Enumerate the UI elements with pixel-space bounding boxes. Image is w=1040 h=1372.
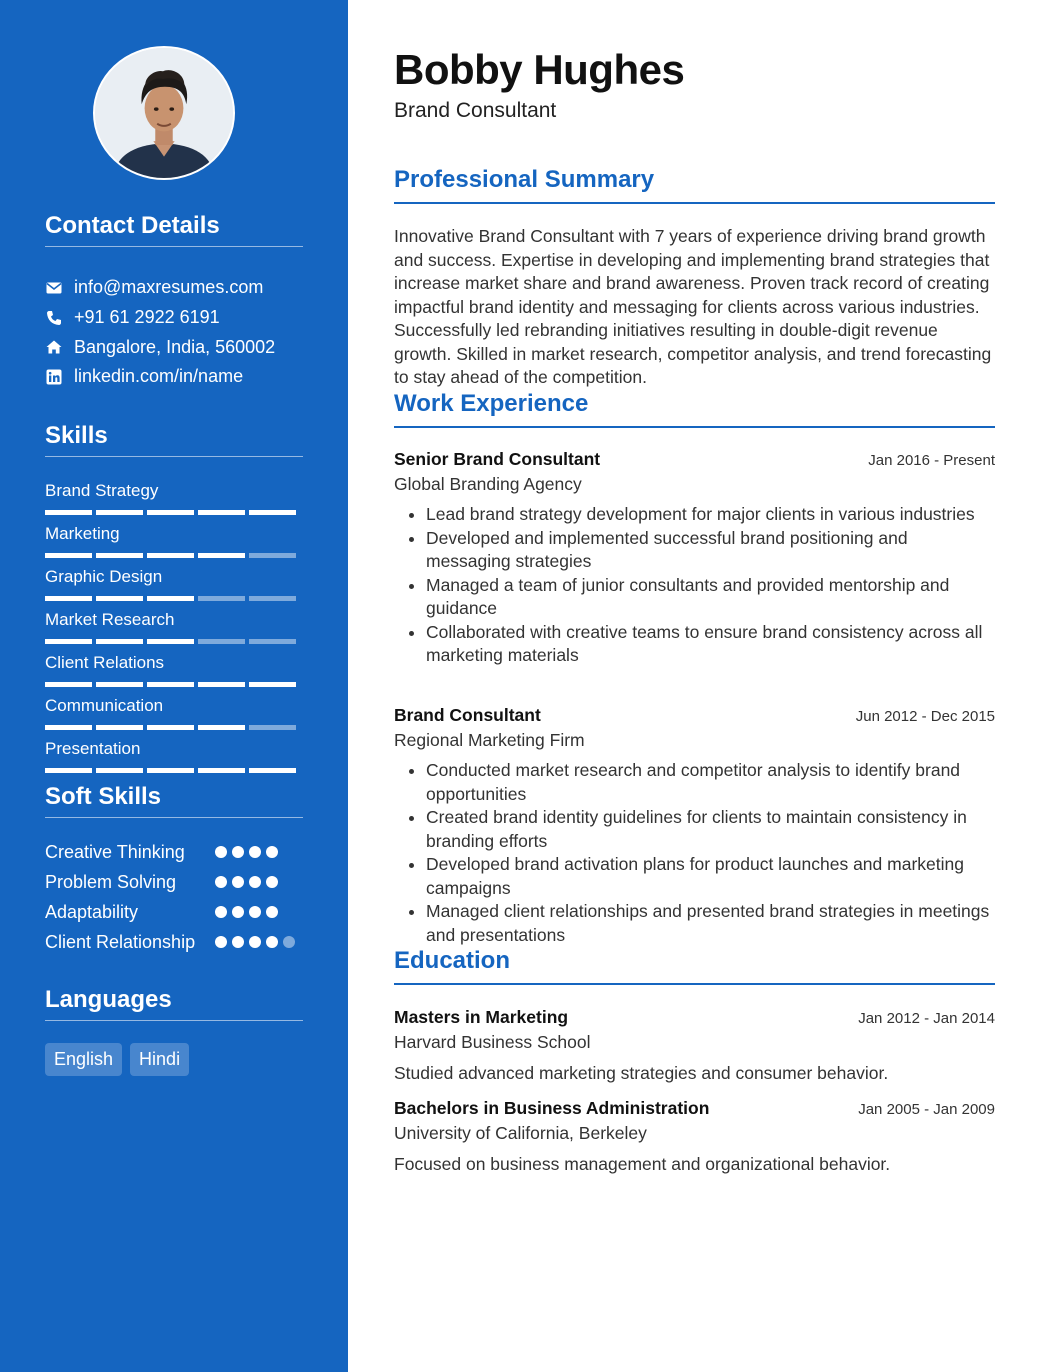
skill-level-segment <box>198 553 245 558</box>
soft-skill-name: Client Relationship <box>45 932 196 952</box>
skill-item <box>45 524 303 567</box>
skill-level-segment <box>249 553 296 558</box>
skill-level-segment <box>198 768 245 773</box>
home-icon <box>45 339 63 355</box>
skill-level-segment <box>96 553 143 558</box>
experience-bullet: • Lead brand strategy development for major clients in various industries <box>426 503 995 527</box>
skill-level-segment <box>147 510 194 515</box>
skill-level-segment <box>96 639 143 644</box>
experience-org: Regional Marketing Firm <box>394 730 585 750</box>
skill-level-segment <box>249 725 296 730</box>
skill-level-segment <box>198 682 245 687</box>
rating-dot <box>232 846 244 858</box>
education-heading: Education <box>394 947 995 985</box>
contact-linkedin-text: linkedin.com/in/name <box>74 366 244 387</box>
soft-skill-rating <box>215 870 278 888</box>
skill-level-segment <box>198 639 245 644</box>
skill-name: Brand Strategy <box>45 481 159 500</box>
experience-role: Senior Brand Consultant <box>394 449 601 469</box>
contact-email[interactable] <box>45 273 303 303</box>
profile-photo <box>93 46 235 180</box>
soft-skills-section <box>45 783 303 960</box>
language-chip: English <box>45 1043 122 1076</box>
contact-phone-text: +91 61 2922 6191 <box>74 307 220 328</box>
experience-org: Global Branding Agency <box>394 474 582 494</box>
soft-skill-name: Problem Solving <box>45 872 177 892</box>
skill-level-segment <box>96 682 143 687</box>
soft-skill-item <box>45 840 303 864</box>
contact-list <box>45 273 303 392</box>
skill-name: Market Research <box>45 610 175 629</box>
experience-bullet: • Conducted market research and competitor analysis to identify brand opportunities <box>426 759 995 806</box>
profile-photo-illustration <box>95 48 233 178</box>
skill-level-segment <box>198 725 245 730</box>
rating-dot <box>266 906 278 918</box>
skill-level-segment <box>147 768 194 773</box>
envelope-icon <box>45 280 63 296</box>
rating-dot <box>215 906 227 918</box>
education-description: Focused on business management and organizational behavior. <box>394 1154 891 1174</box>
skill-level-segment <box>96 725 143 730</box>
soft-skill-name: Creative Thinking <box>45 842 185 862</box>
skill-name: Graphic Design <box>45 567 163 586</box>
languages-list <box>45 1043 303 1076</box>
education-school: Harvard Business School <box>394 1032 591 1052</box>
experience-date: Jun 2012 - Dec 2015 <box>855 708 995 725</box>
rating-dot <box>215 876 227 888</box>
soft-skill-item <box>45 870 303 894</box>
rating-dot <box>266 876 278 888</box>
soft-skill-rating <box>215 900 278 918</box>
skill-level-bar <box>45 768 303 773</box>
education-description: Studied advanced marketing strategies and consumer behavior. <box>394 1063 889 1083</box>
rating-dot <box>249 936 261 948</box>
contact-email-text: info@maxresumes.com <box>74 277 264 298</box>
phone-icon <box>45 310 63 326</box>
rating-dot <box>232 906 244 918</box>
soft-skill-name: Adaptability <box>45 902 139 922</box>
experience-role: Brand Consultant <box>394 705 541 725</box>
skills-list <box>45 481 303 782</box>
rating-dot <box>249 906 261 918</box>
skill-level-segment <box>249 596 296 601</box>
skill-name: Communication <box>45 696 164 715</box>
experience-bullet: • Created brand identity guidelines for clients to maintain consistency in branding efforts <box>426 806 995 853</box>
rating-dot <box>249 876 261 888</box>
skill-item <box>45 567 303 610</box>
experience-bullets <box>394 759 995 947</box>
skill-level-bar <box>45 639 303 644</box>
soft-skill-rating <box>215 930 295 948</box>
education-date: Jan 2005 - Jan 2009 <box>858 1101 995 1118</box>
languages-heading: Languages <box>45 986 303 1021</box>
skill-level-segment <box>96 510 143 515</box>
soft-skills-heading: Soft Skills <box>45 783 303 818</box>
languages-section <box>45 986 303 1076</box>
skill-level-segment <box>45 682 92 687</box>
skill-level-segment <box>249 639 296 644</box>
experience-date: Jan 2016 - Present <box>868 452 995 469</box>
rating-dot <box>215 936 227 948</box>
candidate-title: Brand Consultant <box>394 99 557 122</box>
experience-bullet: • Developed brand activation plans for product launches and marketing campaigns <box>426 853 995 900</box>
skill-level-segment <box>147 682 194 687</box>
experience-bullets <box>394 503 995 668</box>
skill-item <box>45 696 303 739</box>
skill-level-bar <box>45 596 303 601</box>
skill-level-segment <box>45 553 92 558</box>
skill-name: Marketing <box>45 524 120 543</box>
skill-level-segment <box>45 510 92 515</box>
rating-dot <box>232 936 244 948</box>
skill-item <box>45 653 303 696</box>
skill-name: Presentation <box>45 739 141 758</box>
skill-level-bar <box>45 510 303 515</box>
rating-dot <box>266 846 278 858</box>
candidate-name: Bobby Hughes <box>394 46 685 93</box>
skill-level-segment <box>45 768 92 773</box>
skill-name: Client Relations <box>45 653 165 672</box>
skill-level-bar <box>45 553 303 558</box>
skill-level-segment <box>45 725 92 730</box>
experience-entry <box>394 705 995 947</box>
summary-text: Innovative Brand Consultant with 7 years of experience driving brand growth and success. Expertise in developing and implementing brand strategies that increase market share and brand awareness. Proven track record of creating impactful brand identity and messaging for clients across various industries. Successfully led rebranding initiatives resulting in double-digit revenue growth. Skilled in market research, competitor analysis, and trend forecasting to stay ahead of the competition. <box>394 226 992 387</box>
skill-level-segment <box>198 510 245 515</box>
skill-item <box>45 481 303 524</box>
experience-entry <box>394 449 995 668</box>
linkedin-icon <box>45 369 63 385</box>
experience-bullet: • Managed client relationships and presented brand strategies in meetings and presentations <box>426 900 995 947</box>
summary-heading: Professional Summary <box>394 166 995 204</box>
skill-item <box>45 610 303 653</box>
skill-level-segment <box>249 510 296 515</box>
skill-level-bar <box>45 725 303 730</box>
contact-linkedin[interactable] <box>45 362 303 392</box>
soft-skill-item <box>45 900 303 924</box>
sidebar <box>0 0 348 1372</box>
skill-level-segment <box>147 725 194 730</box>
education-entry <box>394 1098 995 1175</box>
experience-bullet: • Managed a team of junior consultants and provided mentorship and guidance <box>426 574 995 621</box>
education-degree: Bachelors in Business Administration <box>394 1098 710 1118</box>
experience-bullet: • Developed and implemented successful brand positioning and messaging strategies <box>426 527 995 574</box>
contact-address-text: Bangalore, India, 560002 <box>74 336 276 357</box>
skill-level-segment <box>198 596 245 601</box>
education-entry <box>394 1007 995 1084</box>
contact-section <box>45 212 303 392</box>
skill-level-segment <box>147 639 194 644</box>
language-chip: Hindi <box>130 1043 189 1076</box>
skill-level-segment <box>249 682 296 687</box>
skill-level-segment <box>249 768 296 773</box>
skills-section <box>45 422 303 782</box>
skill-level-segment <box>147 553 194 558</box>
skill-level-segment <box>96 768 143 773</box>
experience-bullet: • Collaborated with creative teams to ensure brand consistency across all marketing materials <box>426 621 995 668</box>
education-school: University of California, Berkeley <box>394 1123 647 1143</box>
education-degree: Masters in Marketing <box>394 1007 569 1027</box>
soft-skill-item <box>45 930 303 954</box>
rating-dot <box>283 936 295 948</box>
skill-item <box>45 739 303 782</box>
skill-level-segment <box>45 639 92 644</box>
soft-skill-rating <box>215 840 278 858</box>
soft-skills-list <box>45 840 303 954</box>
skill-level-segment <box>96 596 143 601</box>
skill-level-segment <box>45 596 92 601</box>
rating-dot <box>232 876 244 888</box>
education-date: Jan 2012 - Jan 2014 <box>858 1010 995 1027</box>
skill-level-segment <box>147 596 194 601</box>
skills-heading: Skills <box>45 422 303 457</box>
contact-heading: Contact Details <box>45 212 303 247</box>
experience-heading: Work Experience <box>394 390 995 428</box>
rating-dot <box>249 846 261 858</box>
rating-dot <box>266 936 278 948</box>
contact-phone[interactable] <box>45 303 303 333</box>
contact-address <box>45 332 303 362</box>
skill-level-bar <box>45 682 303 687</box>
rating-dot <box>215 846 227 858</box>
